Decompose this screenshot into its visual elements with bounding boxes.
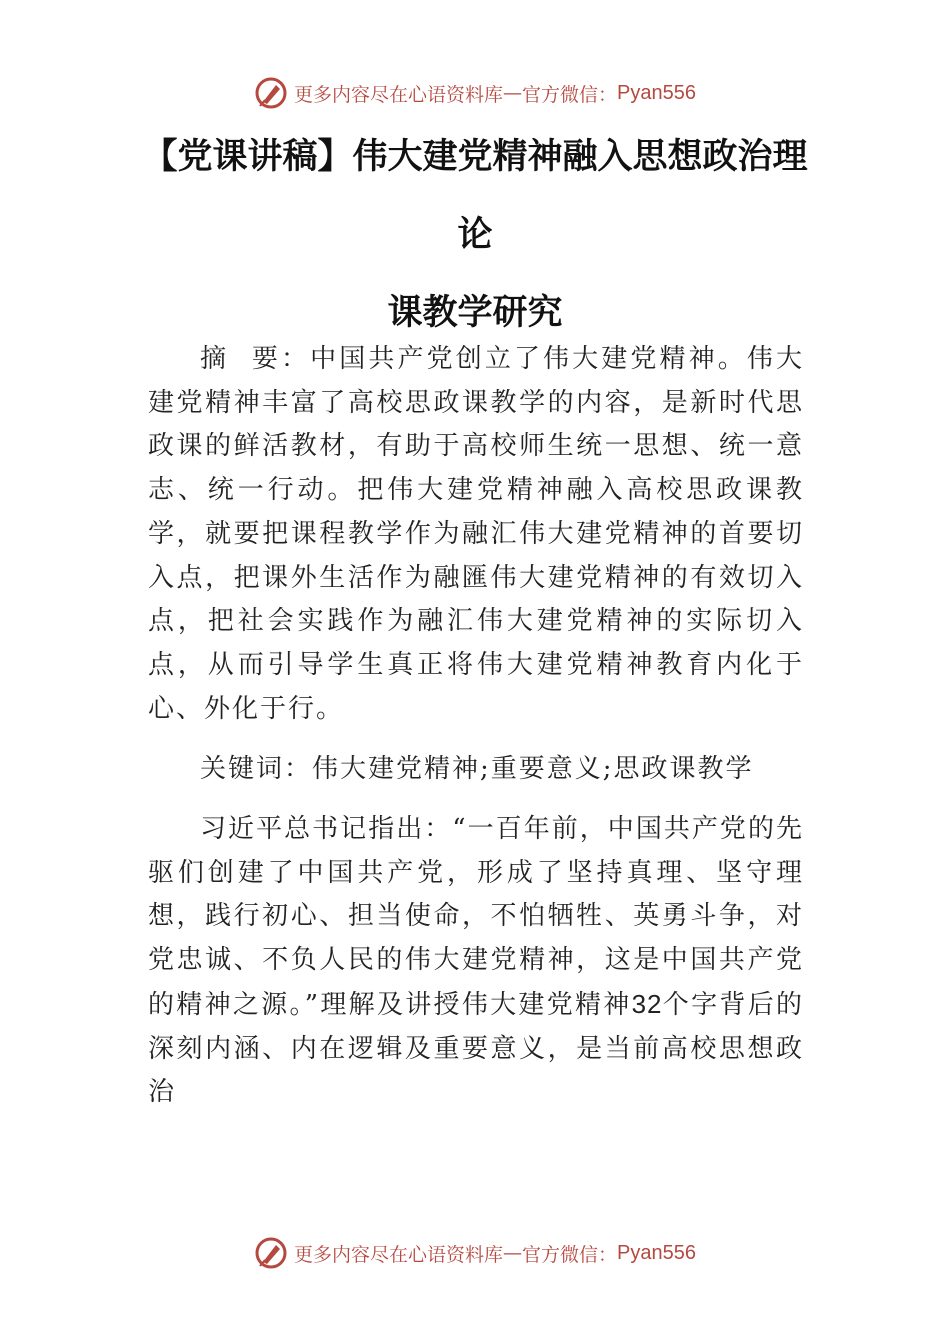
intro-text-before: 习近平总书记指出：“一百年前，中国共产党的先驱们创建了中国共产党，形成了坚持真理、坚守理想，践行初心、担当使命，不怕牺牲、英勇斗争，对党忠诚、不负人民的伟大建党精神，这是中国共产党的精神之源。”理解及讲授伟大建党精神 xyxy=(148,814,804,1020)
header-banner xyxy=(0,73,950,113)
footer-banner xyxy=(0,1233,950,1273)
intro-number: 32 xyxy=(631,988,663,1019)
banner-wechat-id: Pyan556 xyxy=(617,1241,696,1264)
intro-text-after: 个字背后的深刻内涵、内在逻辑及重要意义，是当前高校思想政治 xyxy=(148,989,804,1108)
banner-suffix: 官方微信： xyxy=(522,83,618,106)
keywords-label: 关键词： xyxy=(200,754,313,784)
pen-nib-logo-icon xyxy=(254,1236,288,1270)
banner-prefix: 更多内容尽在心语资料库 xyxy=(294,1243,504,1266)
abstract-paragraph xyxy=(148,338,804,731)
pen-nib-logo-icon xyxy=(254,76,288,110)
intro-paragraph xyxy=(148,808,804,1115)
abstract-text: 中国共产党创立了伟大建党精神。伟大建党精神丰富了高校思政课教学的内容，是新时代思政课的鲜活教材，有助于高校师生统一思想、统一意志、统一行动。把伟大建党精神融入高校思政课教学，就要把课程教学作为融汇伟大建党精神的首要切入点，把课外生活作为融匯伟大建党精神的有效切入点，把社会实践作为融汇伟大建党精神的实际切入点，从而引导学生真正将伟大建党精神教育内化于心、外化于行。 xyxy=(148,344,804,724)
title-line-1: 【党课讲稿】伟大建党精神融入思想政治理论 xyxy=(142,137,808,255)
banner-separator: — xyxy=(503,1242,523,1264)
banner-wechat-id: Pyan556 xyxy=(617,81,696,104)
banner-separator: — xyxy=(503,82,523,104)
banner-suffix: 官方微信： xyxy=(522,1243,618,1266)
banner-prefix: 更多内容尽在心语资料库 xyxy=(294,83,504,106)
abstract-label: 摘 要： xyxy=(200,344,311,374)
page-title xyxy=(140,118,810,352)
keywords-paragraph xyxy=(148,748,804,792)
title-line-2: 课教学研究 xyxy=(387,293,563,333)
keywords-text: 伟大建党精神;重要意义;思政课教学 xyxy=(312,754,754,784)
